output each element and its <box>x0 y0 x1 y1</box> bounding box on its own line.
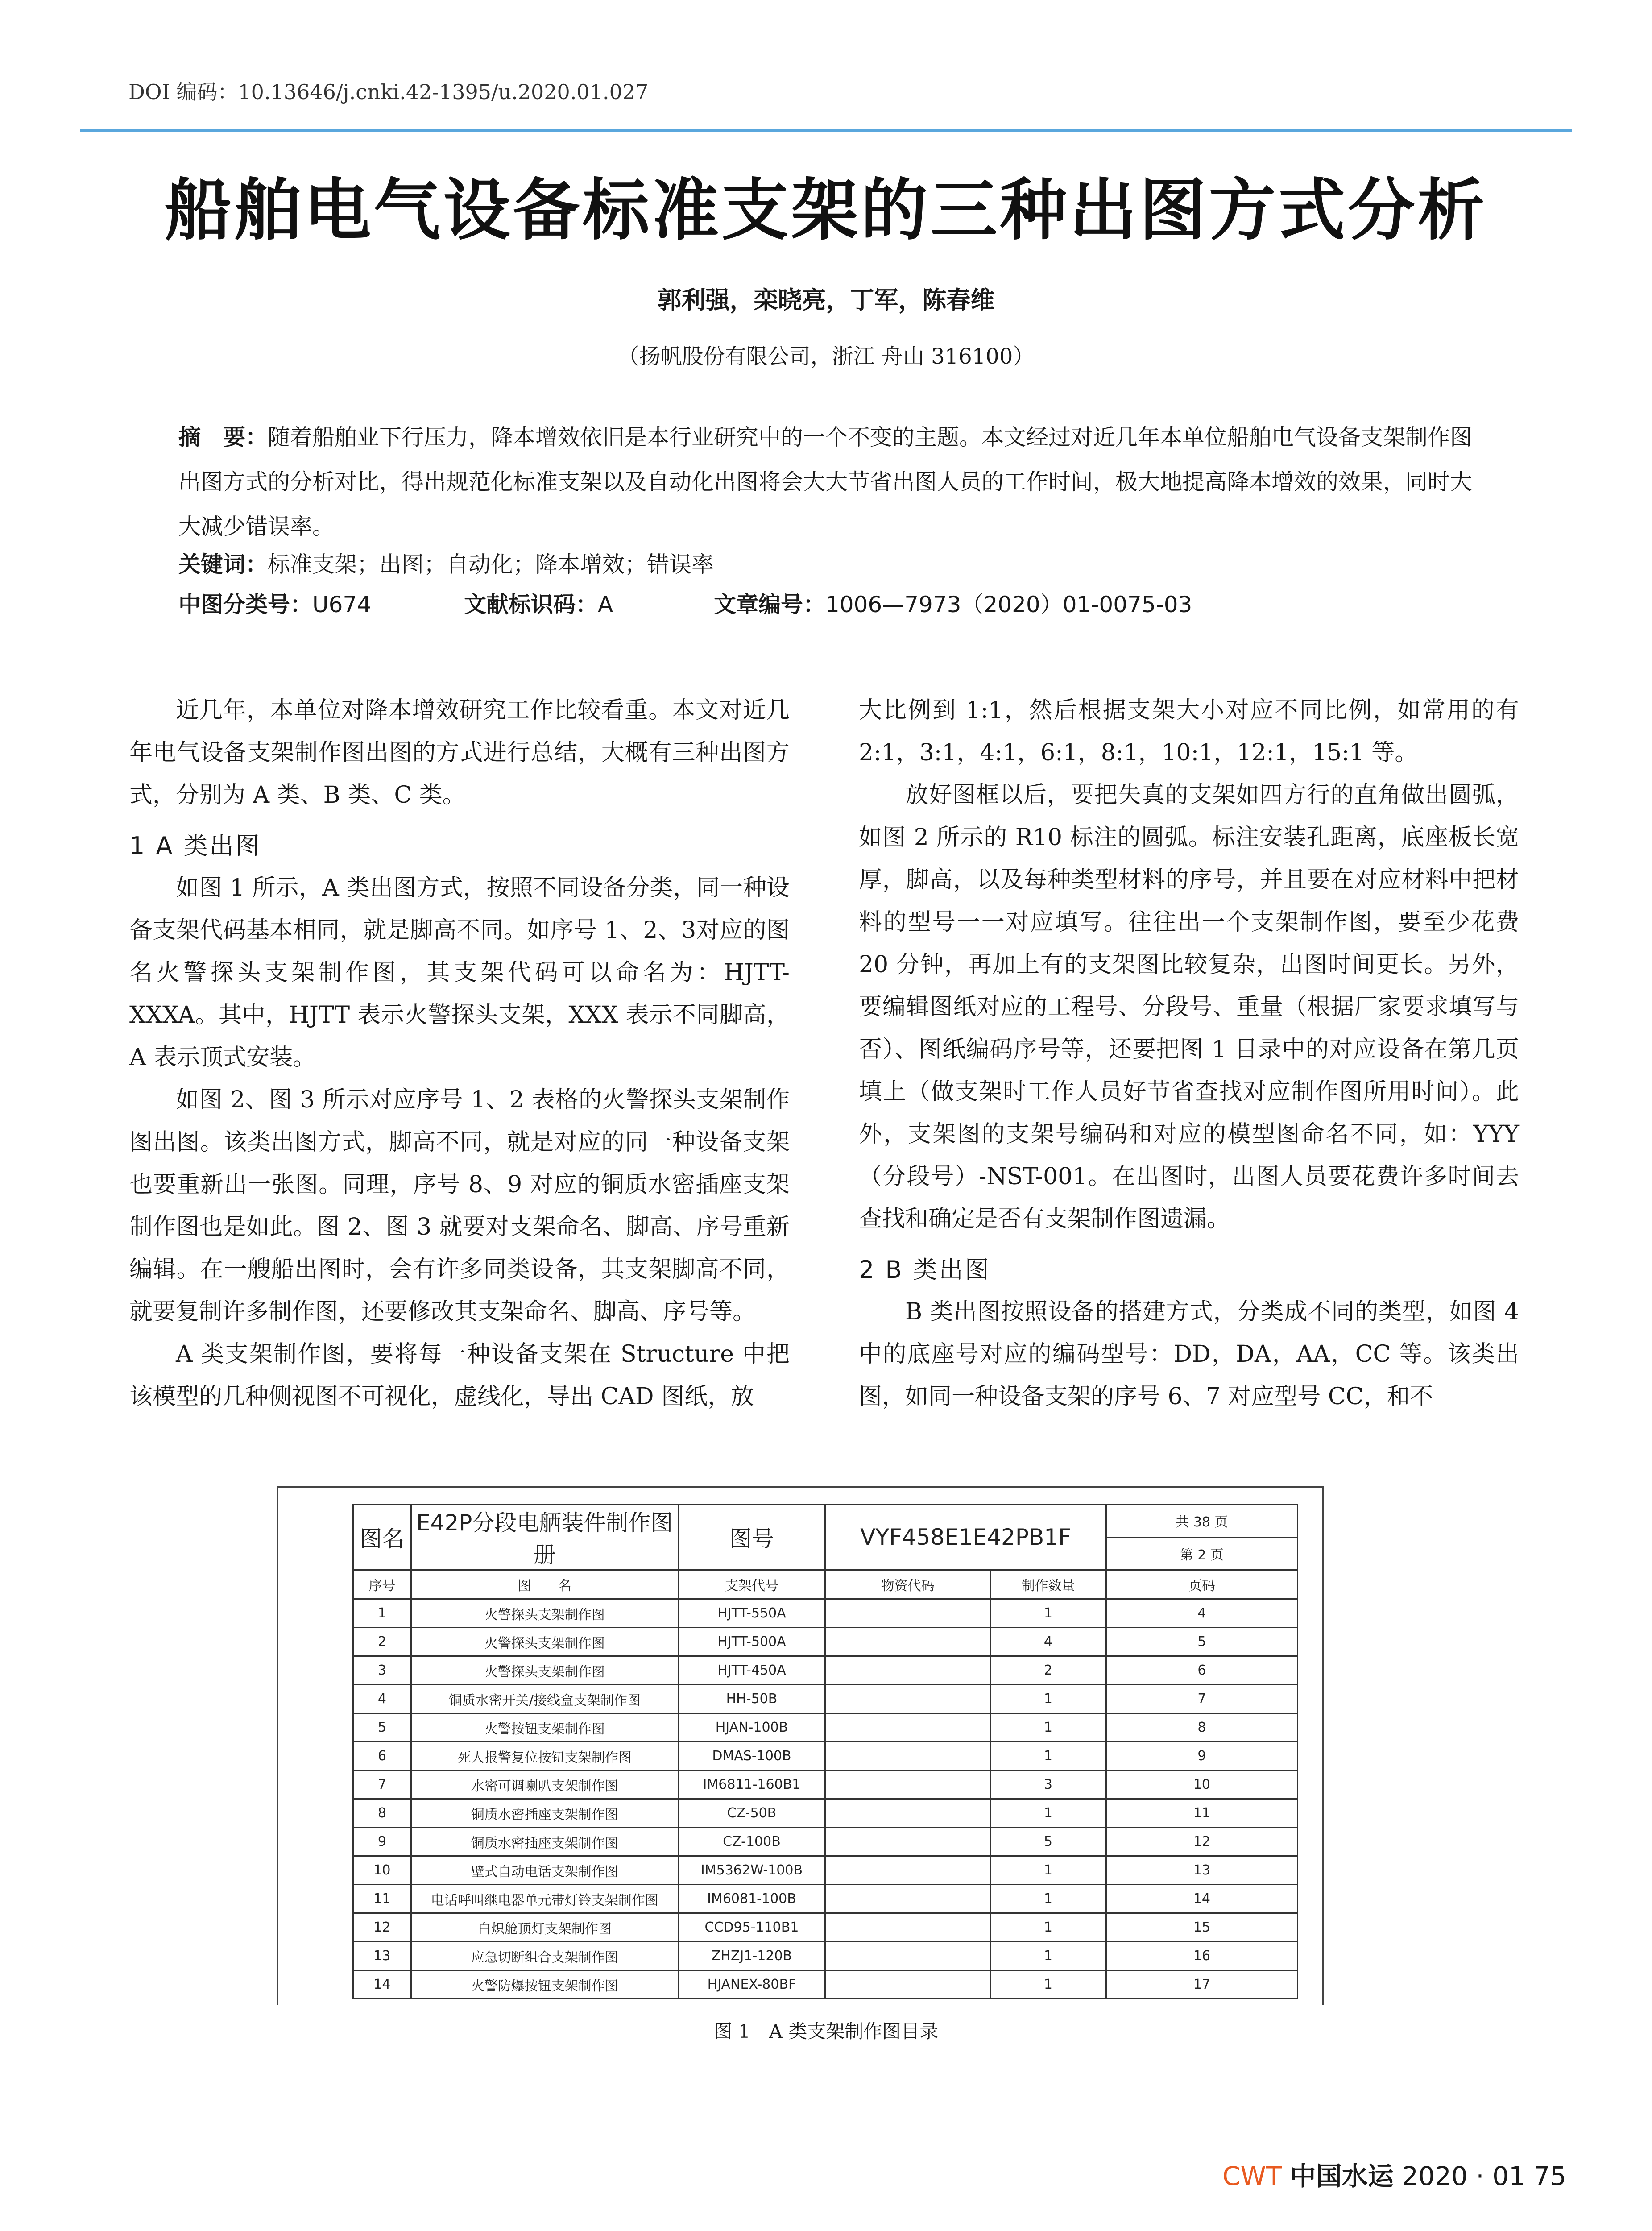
column-header: 支架代号 <box>678 1570 825 1599</box>
table-cell-material <box>825 1771 990 1799</box>
table-cell-page: 8 <box>1106 1713 1297 1742</box>
page-no-cell: 第 2 页 <box>1106 1537 1297 1570</box>
table-cell-material <box>825 1913 990 1942</box>
right-column <box>859 689 1519 1418</box>
table-cell-no: 12 <box>353 1913 411 1942</box>
articleno-value: 1006—7973（2020）01-0075-03 <box>825 592 1192 618</box>
table-cell-qty: 3 <box>990 1771 1106 1799</box>
table-cell-qty: 1 <box>990 1799 1106 1828</box>
abstract-label: 摘 要： <box>178 424 268 450</box>
table-cell-code: DMAS-100B <box>678 1742 825 1771</box>
page-footer <box>1222 2155 1566 2193</box>
table-cell-name: 铜质水密开关/接线盒支架制作图 <box>411 1685 678 1713</box>
paragraph: 放好图框以后，要把失真的支架如四方行的直角做出圆弧，如图 2 所示的 R10 标注的圆弧。标注安装孔距离，底座板长宽厚，脚高，以及每种类型材料的序号，并且要在对应材料中把材料的型号一一对应填写。往往出一个支架制作图，要至少花费 20 分钟，再加上有的支架图比较复杂，出图时间更长。另外，要编辑图纸对应的工程号、分段号、重量（根据厂家要求填写与否）、图纸编码序号等，还要把图 1 目录中的对应设备在第几页填上（做支架时工作人员好节省查找对应制作图所用时间）。此外，支架图的支架号编码和对应的模型图命名不同，如：YYY（分段号）-NST-001。在出图时，出图人员要花费许多时间去查找和确定是否有支架制作图遗漏。 <box>859 782 1519 1232</box>
table-cell-name: 电话呼叫继电器单元带灯铃支架制作图 <box>411 1885 678 1913</box>
table-cell-material <box>825 1656 990 1685</box>
table-row <box>353 1913 1298 1942</box>
table-cell-name: 白炽舱顶灯支架制作图 <box>411 1913 678 1942</box>
keywords <box>178 544 1490 585</box>
title-value-cell: E42P分段电舾装件制作图册 <box>411 1505 678 1570</box>
table-cell-qty: 1 <box>990 1942 1106 1970</box>
doi-line: DOI 编码：10.13646/j.cnki.42-1395/u.2020.01.027 <box>128 80 649 104</box>
table-cell-name: 火警探头支架制作图 <box>411 1628 678 1656</box>
table-cell-material <box>825 1599 990 1628</box>
table-cell-qty: 4 <box>990 1628 1106 1656</box>
total-pages-cell: 共 38 页 <box>1106 1505 1297 1538</box>
table-row <box>353 1799 1298 1828</box>
table-cell-name: 火警防爆按钮支架制作图 <box>411 1970 678 1999</box>
table-cell-qty: 1 <box>990 1913 1106 1942</box>
table-cell-code: HJTT-500A <box>678 1628 825 1656</box>
table-cell-code: CZ-100B <box>678 1828 825 1856</box>
table-cell-code: HJTT-550A <box>678 1599 825 1628</box>
table-cell-code: HJTT-450A <box>678 1656 825 1685</box>
table-cell-material <box>825 1828 990 1856</box>
table-cell-name: 火警探头支架制作图 <box>411 1656 678 1685</box>
table-cell-name: 铜质水密插座支架制作图 <box>411 1828 678 1856</box>
articleno-label: 文章编号： <box>714 592 825 618</box>
table-cell-page: 4 <box>1106 1599 1297 1628</box>
table-row <box>353 1685 1298 1713</box>
table-cell-code: CCD95-110B1 <box>678 1913 825 1942</box>
journal-issue: 2020 · 01 <box>1402 2161 1525 2191</box>
table-cell-page: 7 <box>1106 1685 1297 1713</box>
header-rule <box>80 129 1572 132</box>
table-row <box>353 1742 1298 1771</box>
article-title: 船舶电气设备标准支架的三种出图方式分析 <box>165 171 1487 249</box>
table-row <box>353 1970 1298 1999</box>
column-header-row <box>353 1570 1298 1599</box>
column-header: 制作数量 <box>990 1570 1106 1599</box>
table-cell-material <box>825 1885 990 1913</box>
paragraph: B 类出图按照设备的搭建方式，分类成不同的类型，如图 4 中的底座号对应的编码型号：DD，DA，AA，CC 等。该类出图，如同一种设备支架的序号 6、7 对应型号 CC，和不 <box>859 1298 1519 1410</box>
doccode-value: A <box>598 592 613 618</box>
table-cell-no: 4 <box>353 1685 411 1713</box>
table-cell-page: 17 <box>1106 1970 1297 1999</box>
table-row <box>353 1628 1298 1656</box>
paragraph: 如图 1 所示，A 类出图方式，按照不同设备分类，同一种设备支架代码基本相同，就是脚高不同。如序号 1、2、3对应的图名火警探头支架制作图，其支架代码可以命名为：HJTT-XXXA。其中，HJTT 表示火警探头支架，XXX 表示不同脚高，A 表示顶式安装。 <box>129 875 790 1071</box>
table-cell-code: HJAN-100B <box>678 1713 825 1742</box>
table-cell-code: ZHZJ1-120B <box>678 1942 825 1970</box>
table-cell-page: 13 <box>1106 1856 1297 1885</box>
abstract-text: 随着船舶业下行压力，降本增效依旧是本行业研究中的一个不变的主题。本文经过对近几年本单位船舶电气设备支架制作图出图方式的分析对比，得出规范化标准支架以及自动化出图将会大大节省出图人员的工作时间，极大地提高降本增效的效果，同时大大减少错误率。 <box>178 424 1472 539</box>
table-cell-qty: 2 <box>990 1656 1106 1685</box>
table-cell-page: 16 <box>1106 1942 1297 1970</box>
keywords-text: 标准支架；出图；自动化；降本增效；错误率 <box>268 552 714 577</box>
journal-name: 中国水运 <box>1290 2161 1394 2191</box>
paragraph: A 类支架制作图，要将每一种设备支架在 Structure 中把该模型的几种侧视图不可视化，虚线化，导出 CAD 图纸，放 <box>129 1341 790 1410</box>
table-cell-material <box>825 1942 990 1970</box>
page-number: 75 <box>1533 2161 1567 2191</box>
table-cell-qty: 1 <box>990 1856 1106 1885</box>
table-cell-code: IM6811-160B1 <box>678 1771 825 1799</box>
table-cell-page: 12 <box>1106 1828 1297 1856</box>
left-column <box>129 689 790 1418</box>
table-cell-qty: 1 <box>990 1970 1106 1999</box>
journal-brand: CWT <box>1222 2161 1282 2191</box>
table-cell-page: 14 <box>1106 1885 1297 1913</box>
table-cell-page: 11 <box>1106 1799 1297 1828</box>
table-cell-no: 2 <box>353 1628 411 1656</box>
table-cell-page: 5 <box>1106 1628 1297 1656</box>
section-heading-a: 1 A 类出图 <box>129 832 261 860</box>
table-row <box>353 1656 1298 1685</box>
table-cell-material <box>825 1742 990 1771</box>
title-label-cell: 图名 <box>353 1505 411 1570</box>
table-cell-name: 火警按钮支架制作图 <box>411 1713 678 1742</box>
table-cell-page: 15 <box>1106 1913 1297 1942</box>
drawing-no-label-cell: 图号 <box>678 1505 825 1570</box>
authors: 郭利强，栾晓亮，丁军，陈春维 <box>657 286 995 314</box>
table-cell-no: 7 <box>353 1771 411 1799</box>
table-cell-name: 死人报警复位按钮支架制作图 <box>411 1742 678 1771</box>
clc-label: 中图分类号： <box>178 592 312 618</box>
table-row <box>353 1885 1298 1913</box>
keywords-label: 关键词： <box>178 552 268 577</box>
classification-line <box>178 585 1490 625</box>
table-row <box>353 1856 1298 1885</box>
column-header: 图 名 <box>411 1570 678 1599</box>
table-cell-no: 9 <box>353 1828 411 1856</box>
table-cell-qty: 1 <box>990 1685 1106 1713</box>
section-heading-b: 2 B 类出图 <box>859 1256 991 1284</box>
table-cell-page: 10 <box>1106 1771 1297 1799</box>
table-cell-material <box>825 1685 990 1713</box>
clc-value: U674 <box>312 592 372 618</box>
drawing-no-value-cell: VYF458E1E42PB1F <box>825 1505 1106 1570</box>
table-cell-material <box>825 1970 990 1999</box>
table-row <box>353 1942 1298 1970</box>
table-cell-code: HJANEX-80BF <box>678 1970 825 1999</box>
table-cell-page: 9 <box>1106 1742 1297 1771</box>
table-cell-code: IM5362W-100B <box>678 1856 825 1885</box>
table-cell-name: 应急切断组合支架制作图 <box>411 1942 678 1970</box>
catalog-table <box>352 1504 1298 1999</box>
table-cell-code: CZ-50B <box>678 1799 825 1828</box>
table-cell-qty: 1 <box>990 1713 1106 1742</box>
paragraph: 近几年，本单位对降本增效研究工作比较看重。本文对近几年电气设备支架制作图出图的方式进行总结，大概有三种出图方式，分别为 A 类、B 类、C 类。 <box>129 697 790 809</box>
table-cell-no: 3 <box>353 1656 411 1685</box>
table-cell-no: 1 <box>353 1599 411 1628</box>
table-row <box>353 1828 1298 1856</box>
affiliation: （扬帆股份有限公司，浙江 舟山 316100） <box>617 344 1035 369</box>
table-cell-page: 6 <box>1106 1656 1297 1685</box>
table-row <box>353 1771 1298 1799</box>
table-cell-material <box>825 1713 990 1742</box>
table-row <box>353 1599 1298 1628</box>
table-cell-no: 11 <box>353 1885 411 1913</box>
table-cell-no: 10 <box>353 1856 411 1885</box>
table-cell-name: 水密可调喇叭支架制作图 <box>411 1771 678 1799</box>
table-cell-material <box>825 1628 990 1656</box>
table-cell-no: 5 <box>353 1713 411 1742</box>
table-cell-no: 6 <box>353 1742 411 1771</box>
figure-caption: 图 1 A 类支架制作图目录 <box>713 2020 939 2042</box>
paragraph: 如图 2、图 3 所示对应序号 1、2 表格的火警探头支架制作图出图。该类出图方式，脚高不同，就是对应的同一种设备支架也要重新出一张图。同理，序号 8、9 对应的铜质水密插座支架制作图也是如此。图 2、图 3 就要对支架命名、脚高、序号重新编辑。在一艘船出图时，会有许多同类设备，其支架脚高不同，就要复制许多制作图，还要修改其支架命名、脚高、序号等。 <box>129 1086 790 1325</box>
paragraph: 大比例到 1:1，然后根据支架大小对应不同比例，如常用的有 2:1，3:1，4:1，6:1，8:1，10:1，12:1，15:1 等。 <box>859 697 1519 766</box>
column-header: 物资代码 <box>825 1570 990 1599</box>
table-cell-name: 壁式自动电话支架制作图 <box>411 1856 678 1885</box>
table-cell-qty: 1 <box>990 1599 1106 1628</box>
abstract <box>178 415 1490 549</box>
table-cell-qty: 1 <box>990 1885 1106 1913</box>
table-row <box>353 1713 1298 1742</box>
table-cell-code: IM6081-100B <box>678 1885 825 1913</box>
table-cell-name: 铜质水密插座支架制作图 <box>411 1799 678 1828</box>
table-cell-no: 14 <box>353 1970 411 1999</box>
doccode-label: 文献标识码： <box>464 592 598 618</box>
table-cell-material <box>825 1856 990 1885</box>
column-header: 序号 <box>353 1570 411 1599</box>
table-cell-material <box>825 1799 990 1828</box>
table-cell-no: 8 <box>353 1799 411 1828</box>
table-cell-no: 13 <box>353 1942 411 1970</box>
table-cell-name: 火警探头支架制作图 <box>411 1599 678 1628</box>
table-cell-qty: 5 <box>990 1828 1106 1856</box>
column-header: 页码 <box>1106 1570 1297 1599</box>
table-cell-code: HH-50B <box>678 1685 825 1713</box>
table-cell-qty: 1 <box>990 1742 1106 1771</box>
